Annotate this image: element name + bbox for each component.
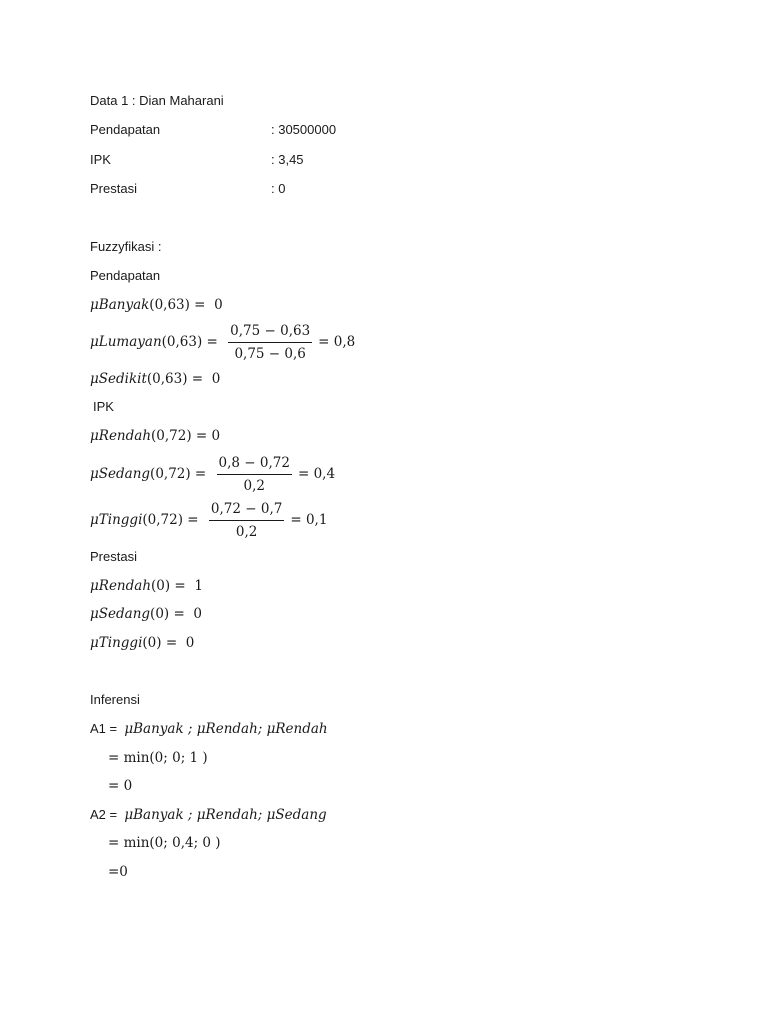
field-label: Pendapatan bbox=[90, 122, 161, 137]
eq-pendapatan-lumayan bbox=[90, 322, 355, 363]
eq-ipk-sedang bbox=[90, 454, 335, 495]
fuzzyfikasi-heading: Fuzzyfikasi : bbox=[90, 239, 162, 254]
eq-arg: (0,72) = bbox=[150, 466, 207, 482]
rule-a1 bbox=[90, 721, 328, 737]
eq-arg: (0,63) = bbox=[146, 371, 204, 387]
eq-result: = 0,8 bbox=[318, 334, 356, 350]
eq-prestasi-sedang bbox=[90, 606, 202, 622]
eq-ipk-tinggi bbox=[90, 500, 327, 541]
field-value: : 0 bbox=[271, 181, 286, 196]
rule-a2-min: = min(0; 0,4; 0 ) bbox=[108, 835, 221, 851]
eq-result: = 0,1 bbox=[290, 512, 328, 528]
eq-result: 0 bbox=[193, 606, 202, 622]
field-prestasi bbox=[90, 181, 286, 197]
eq-ipk-rendah bbox=[90, 428, 220, 444]
eq-result: 0 bbox=[185, 635, 195, 651]
field-ipk bbox=[90, 152, 304, 168]
mu-term: μTinggi bbox=[90, 512, 143, 528]
pendapatan-heading: Pendapatan bbox=[90, 268, 161, 283]
inferensi-heading: Inferensi bbox=[90, 692, 140, 707]
rule-expression: μBanyak ; μRendah; μSedang bbox=[124, 807, 327, 823]
data-title: Data 1 : Dian Maharani bbox=[90, 93, 224, 108]
eq-arg: (0,63) = bbox=[161, 334, 218, 350]
field-label: IPK bbox=[90, 152, 111, 167]
eq-pendapatan-sedikit bbox=[90, 371, 220, 387]
eq-arg: (0,72) = bbox=[142, 512, 199, 528]
mu-term: μBanyak bbox=[90, 297, 150, 313]
eq-arg: (0) = bbox=[151, 578, 186, 594]
eq-prestasi-tinggi bbox=[90, 635, 194, 651]
eq-arg: (0) = bbox=[142, 635, 178, 651]
eq-result: = 0,4 bbox=[297, 466, 336, 482]
mu-term: μRendah bbox=[90, 428, 152, 444]
fraction-numerator: 0,75 − 0,63 bbox=[228, 322, 312, 343]
eq-result: 1 bbox=[194, 578, 203, 594]
field-value: : 3,45 bbox=[271, 152, 304, 167]
field-value: : 30500000 bbox=[271, 122, 337, 137]
eq-arg: (0,63) = bbox=[149, 297, 206, 313]
mu-term: μSedang bbox=[90, 466, 151, 482]
mu-term: μSedang bbox=[90, 606, 151, 622]
fraction bbox=[209, 500, 284, 541]
fraction bbox=[217, 454, 292, 495]
fraction-denominator: 0,75 − 0,6 bbox=[234, 346, 306, 362]
rule-a1-result: = 0 bbox=[108, 778, 133, 794]
field-pendapatan bbox=[90, 122, 337, 138]
eq-arg: (0) = bbox=[150, 606, 185, 622]
fraction-denominator: 0,2 bbox=[235, 524, 258, 540]
fraction-numerator: 0,72 − 0,7 bbox=[209, 500, 284, 521]
eq-result: 0 bbox=[214, 297, 223, 313]
rule-a1-min: = min(0; 0; 1 ) bbox=[108, 750, 208, 766]
prestasi-heading: Prestasi bbox=[90, 549, 137, 564]
fraction-denominator: 0,2 bbox=[243, 478, 265, 494]
rule-expression: μBanyak ; μRendah; μRendah bbox=[124, 721, 328, 737]
mu-term: μSedikit bbox=[90, 371, 147, 387]
rule-prefix: A1 = bbox=[90, 721, 118, 736]
eq-result: 0 bbox=[211, 371, 221, 387]
mu-term: μRendah bbox=[90, 578, 152, 594]
rule-prefix: A2 = bbox=[90, 807, 118, 822]
field-label: Prestasi bbox=[90, 181, 137, 196]
rule-a2 bbox=[90, 807, 327, 823]
fraction bbox=[228, 322, 312, 363]
mu-term: μTinggi bbox=[90, 635, 143, 651]
eq-prestasi-rendah bbox=[90, 578, 203, 594]
rule-a2-result: =0 bbox=[108, 864, 128, 880]
fraction-numerator: 0,8 − 0,72 bbox=[217, 454, 292, 475]
mu-term: μLumayan bbox=[90, 334, 162, 350]
eq-arg: (0,72) = 0 bbox=[151, 428, 221, 444]
ipk-heading: IPK bbox=[93, 399, 114, 414]
eq-pendapatan-banyak bbox=[90, 297, 223, 313]
